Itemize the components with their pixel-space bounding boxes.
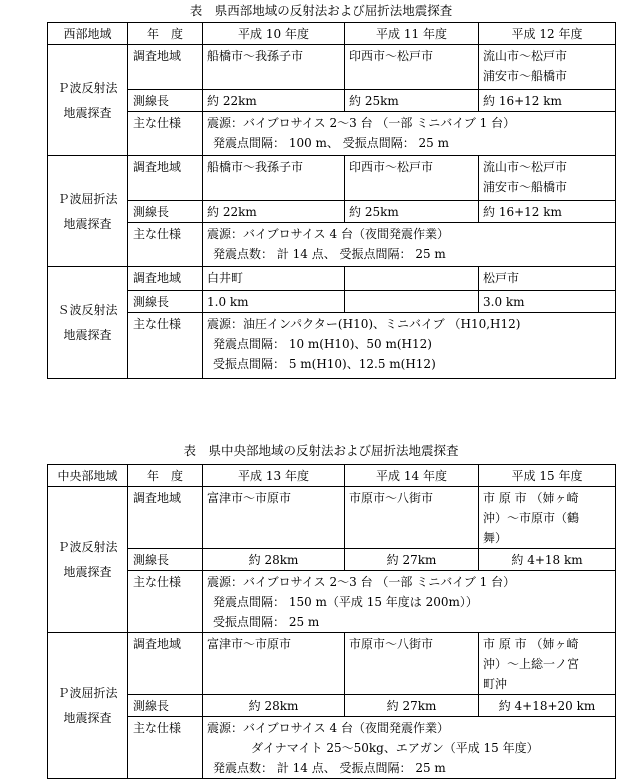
area-cell — [345, 267, 479, 291]
header-year-3: 平成 15 年度 — [479, 465, 616, 487]
row-label: 主な仕様 — [128, 313, 203, 379]
header-year: 年 度 — [128, 23, 203, 45]
area-cell: 流山市～松戸市 浦安市～船橋市 — [479, 45, 616, 90]
header-region: 西部地域 — [48, 23, 128, 45]
table-row — [48, 487, 616, 549]
survey-method-line: 地震探査 — [63, 711, 112, 725]
spec-line: 震源：バイブロサイス 2～3 台 （一部 ミニバイブ 1 台） — [207, 575, 516, 589]
spec-line: 発震点間隔： 100 m、 受振点間隔： 25 m — [213, 136, 450, 150]
length-cell: 約 25km — [345, 90, 479, 112]
spec-line: 震源：バイブロサイス 2～3 台 （一部 ミニバイブ 1 台） — [207, 116, 516, 130]
length-cell: 約 27km — [345, 549, 479, 571]
table-row — [48, 267, 616, 291]
survey-method-line: Ｐ波反射法 — [57, 80, 118, 95]
table-row — [48, 717, 616, 779]
area-cell: 印西市～松戸市 — [345, 45, 479, 90]
row-label: 調査地域 — [128, 487, 203, 549]
row-label: 調査地域 — [128, 45, 203, 90]
spec-line: 震源：バイブロサイス 4 台（夜間発震作業） — [207, 721, 449, 735]
row-label: 測線長 — [128, 90, 203, 112]
spec-line: 発震点数： 計 14 点、 受振点間隔： 25 m — [213, 247, 446, 261]
header-region: 中央部地域 — [48, 465, 128, 487]
area-cell: 白井町 — [203, 267, 345, 291]
table-row — [48, 695, 616, 717]
length-cell: 3.0 km — [479, 291, 616, 313]
row-label: 測線長 — [128, 201, 203, 223]
table-row — [48, 112, 616, 156]
survey-method-p-reflection — [48, 45, 128, 156]
length-cell: 約 22km — [203, 90, 345, 112]
length-cell: 約 22km — [203, 201, 345, 223]
table-header-row — [48, 23, 616, 45]
table-row — [48, 201, 616, 223]
row-label: 測線長 — [128, 695, 203, 717]
table-row — [48, 549, 616, 571]
row-label: 測線長 — [128, 291, 203, 313]
spec-line: 震源：油圧インパクター(H10)、ミニバイブ （H10,H12) — [207, 317, 521, 331]
row-label: 測線長 — [128, 549, 203, 571]
central-survey-table — [47, 464, 616, 779]
central-table-caption: 表 県中央部地域の反射法および屈折法地震探査 — [183, 443, 459, 458]
survey-method-p-refraction — [48, 633, 128, 779]
row-label: 主な仕様 — [128, 717, 203, 779]
spec-cell — [203, 223, 616, 267]
survey-method-line: Ｓ波反射法 — [57, 303, 118, 317]
spec-cell — [203, 571, 616, 633]
spec-line: 発震点間隔： 10 m(H10)、50 m(H12) — [213, 337, 432, 351]
table-row — [48, 313, 616, 379]
area-cell: 印西市～松戸市 — [345, 156, 479, 201]
area-cell: 船橋市～我孫子市 — [203, 45, 345, 90]
survey-method-line: 地震探査 — [63, 565, 112, 579]
length-cell: 約 25km — [345, 201, 479, 223]
table-row — [48, 633, 616, 695]
row-label: 調査地域 — [128, 156, 203, 201]
header-year-1: 平成 10 年度 — [203, 23, 345, 45]
header-year-3: 平成 12 年度 — [479, 23, 616, 45]
spec-cell — [203, 313, 616, 379]
area-cell: 市原市～八街市 — [345, 633, 479, 695]
spec-line: 発震点間隔： 150 m（平成 15 年度は 200m）） — [213, 595, 478, 609]
survey-method-line: 地震探査 — [63, 105, 112, 120]
survey-method-line: Ｐ波屈折法 — [57, 191, 118, 206]
area-cell: 市 原 市 （姉ヶ崎 沖）～上総一ノ宮 町沖 — [479, 633, 616, 695]
area-cell: 市原市～八街市 — [345, 487, 479, 549]
spec-line: 震源：バイブロサイス 4 台（夜間発震作業） — [207, 227, 449, 241]
survey-method-line: Ｐ波反射法 — [57, 540, 118, 554]
survey-method-p-reflection — [48, 487, 128, 633]
header-year-2: 平成 11 年度 — [345, 23, 479, 45]
area-cell: 船橋市～我孫子市 — [203, 156, 345, 201]
table-row — [48, 156, 616, 201]
table-row — [48, 45, 616, 90]
spec-line: 受振点間隔： 25 m — [213, 615, 320, 629]
row-label: 主な仕様 — [128, 571, 203, 633]
spec-cell — [203, 112, 616, 156]
area-cell: 松戸市 — [479, 267, 616, 291]
header-year: 年 度 — [128, 465, 203, 487]
spec-line: 発震点数： 計 14 点、 受振点間隔： 25 m — [213, 761, 446, 775]
row-label: 主な仕様 — [128, 112, 203, 156]
row-label: 調査地域 — [128, 633, 203, 695]
table-row — [48, 90, 616, 112]
spec-cell — [203, 717, 616, 779]
table-row — [48, 291, 616, 313]
length-cell: 約 4+18 km — [479, 549, 616, 571]
table-row — [48, 571, 616, 633]
area-cell: 市 原 市 （姉ヶ崎 沖）～市原市（鶴 舞） — [479, 487, 616, 549]
spec-line: 受振点間隔： 5 m(H10)、12.5 m(H12) — [213, 357, 436, 371]
survey-method-line: 地震探査 — [63, 328, 112, 342]
length-cell: 約 27km — [345, 695, 479, 717]
west-table-caption: 表 県西部地域の反射法および屈折法地震探査 — [189, 3, 453, 18]
table-row — [48, 223, 616, 267]
area-cell: 流山市～松戸市 浦安市～船橋市 — [479, 156, 616, 201]
header-year-1: 平成 13 年度 — [203, 465, 345, 487]
row-label: 調査地域 — [128, 267, 203, 291]
area-cell: 富津市～市原市 — [203, 633, 345, 695]
row-label: 主な仕様 — [128, 223, 203, 267]
table-header-row — [48, 465, 616, 487]
survey-method-line: Ｐ波屈折法 — [57, 686, 118, 700]
spec-line: ダイナマイト 25～50kg、エアガン（平成 15 年度） — [251, 741, 539, 755]
west-survey-table — [47, 22, 616, 379]
length-cell: 約 16+12 km — [479, 90, 616, 112]
survey-method-line: 地震探査 — [63, 216, 112, 231]
area-cell: 富津市～市原市 — [203, 487, 345, 549]
survey-method-s-reflection — [48, 267, 128, 379]
length-cell: 約 4+18+20 km — [479, 695, 616, 717]
survey-method-p-refraction — [48, 156, 128, 267]
length-cell: 約 28km — [203, 549, 345, 571]
length-cell: 約 16+12 km — [479, 201, 616, 223]
length-cell: 約 28km — [203, 695, 345, 717]
length-cell: 1.0 km — [203, 291, 345, 313]
length-cell — [345, 291, 479, 313]
header-year-2: 平成 14 年度 — [345, 465, 479, 487]
